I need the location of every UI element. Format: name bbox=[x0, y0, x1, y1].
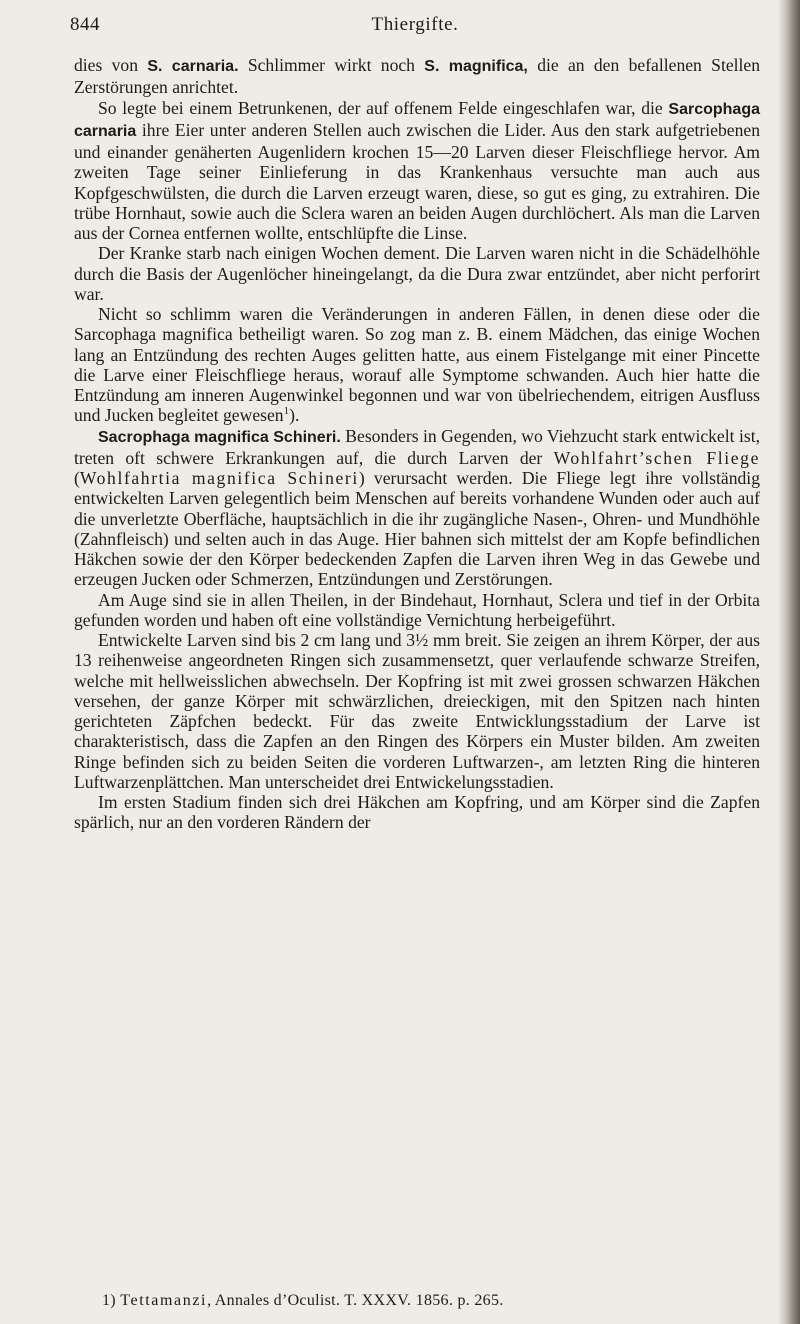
page-number: 844 bbox=[70, 14, 100, 35]
text-run: Nicht so schlimm waren die Veränderungen in anderen Fällen, in denen diese oder die Sarcophaga magnifica betheiligt waren. So zog man z. B. einem Mädchen, das einige Wochen lang an Entzündung des rechten Auges gelitten hatte, aus einem Fistelgange mit einer Pincette die Larve einer Fleischfliege heraus, worauf alle Symptome schwanden. Auch hier hatte die Entzündung am inneren Augenwinkel begonnen und war von übelriechendem, eitrigen Ausfluss und Jucken begleitet gewesen bbox=[74, 304, 760, 426]
running-title: Thiergifte. bbox=[371, 14, 459, 35]
species-name: S. carnaria. bbox=[147, 58, 239, 75]
paragraph bbox=[74, 426, 760, 590]
text-run: Besonders in Gegenden, wo Viehzucht stark entwickelt ist, treten oft schwere Erkrankungen auf, die durch Larven der bbox=[74, 425, 760, 468]
page-header bbox=[70, 14, 760, 42]
footnote-author: Tettamanzi bbox=[120, 1292, 208, 1309]
species-name: Sacrophaga magnifica Schineri. bbox=[98, 428, 341, 446]
text-run: So legte bei einem Betrunkenen, der auf offenem Felde eingeschlafen war, die bbox=[98, 97, 669, 118]
footnote-marker: 1) bbox=[102, 1292, 116, 1309]
spaced-term: Wohlfahrtia magnifica Schineri bbox=[79, 468, 359, 488]
text-run: Am Auge sind sie in allen Theilen, in der Bindehaut, Hornhaut, Sclera und tief in der Orbita gefunden worden und haben oft eine vollständige Vernichtung herbeigeführt. bbox=[74, 589, 760, 630]
spaced-term: Wohlfahrt’schen Fliege bbox=[553, 447, 760, 468]
paragraph bbox=[74, 98, 760, 244]
text-run: ihre Eier unter anderen Stellen auch zwischen die Lider. Aus den stark aufgetriebenen und einander genäherten Augenlidern krochen 15—20 Larven dieser Fleischfliege hervor. Am zweiten Tage seiner Einlieferung in das Krankenhaus versuchte man auch aus Kopfgeschwülsten, die durch die Larven erzeugt waren, diese, so gut es ging, zu extrahiren. Die trübe Hornhaut, sowie auch die Sclera waren an beiden Augen durchlöchert. Als man die Larven aus der Cornea entfernen wollte, entschlüpfte die Linse. bbox=[74, 119, 760, 243]
paragraph bbox=[74, 243, 760, 304]
footnote bbox=[102, 1291, 742, 1311]
text-run: Schlimmer wirkt noch bbox=[238, 55, 425, 75]
paragraph bbox=[74, 55, 760, 98]
paragraph bbox=[74, 590, 760, 631]
text-run: ). bbox=[289, 405, 300, 426]
text-run: Im ersten Stadium finden sich drei Häkchen am Kopfring, und am Körper sind die Zapfen spärlich, nur an den vorderen Rändern der bbox=[74, 792, 760, 833]
body-text bbox=[74, 55, 760, 833]
species-name: Sarcophaga carnaria bbox=[74, 100, 760, 140]
text-run: die an den befallenen Stellen Zerstörungen anrichtet. bbox=[74, 55, 761, 98]
paragraph bbox=[74, 630, 760, 792]
species-name: S. magnifica, bbox=[424, 58, 528, 75]
text-run: Entwickelte Larven sind bis 2 cm lang und 3½ mm breit. Sie zeigen an ihrem Körper, der aus 13 reihenweise angeordneten Ringen sich zusammensetzt, quer verlaufende schwarze Streifen, welche mit hellweisslichen abwechseln. Der Kopfring ist mit zwei grossen schwarzen Häkchen versehen, der ganze Körper mit schwärzlichen, dreieckigen, mit den Spitzen nach hinten gerichteten Zäpfchen bedeckt. Für das zweite Entwicklungsstadium der Larve ist charakteristisch, dass die Zapfen an den Ringen des Körpers ein Muster bilden. Am zweiten Ringe befinden sich zu beiden Seiten die vorderen Luftwarzen-, am letzten Ring die hinteren Luftwarzenplättchen. Man unterscheidet drei Entwickelungsstadien. bbox=[74, 630, 760, 792]
footnote-citation: , Annales d’Oculist. T. XXXV. 1856. p. 265. bbox=[207, 1292, 504, 1309]
text-run: ( bbox=[74, 468, 80, 488]
paragraph bbox=[74, 304, 760, 426]
footnote-ref: 1 bbox=[283, 405, 290, 418]
text-run: Der Kranke starb nach einigen Wochen dement. Die Larven waren nicht in die Schädelhöhle durch die Basis der Augenlöcher hineingelangt, da die Dura zwar entzündet, aber nicht perforirt war. bbox=[74, 243, 760, 304]
text-run: dies von bbox=[74, 55, 148, 75]
text-run: ) verursacht werden. Die Fliege legt ihre vollständig entwickelten Larven gelegentlich beim Menschen auf bereits vorhandene Wunden oder auch auf die unverletzte Oberfläche, hauptsächlich in die ihr zugängliche Nasen-, Ohren- und Mundhöhle (Zahnfleisch) und selten auch in das Auge. Hier bahnen sich mittelst der am Kopfe befindlichen Häkchen sowie der den Körper bedeckenden Zapfen die Larven ihren Weg in das Gewebe und erzeugen Jucken oder Schmerzen, Entzündungen und Zerstörungen. bbox=[74, 468, 760, 590]
paragraph bbox=[74, 792, 760, 833]
page-edge-shadow bbox=[778, 0, 800, 1324]
